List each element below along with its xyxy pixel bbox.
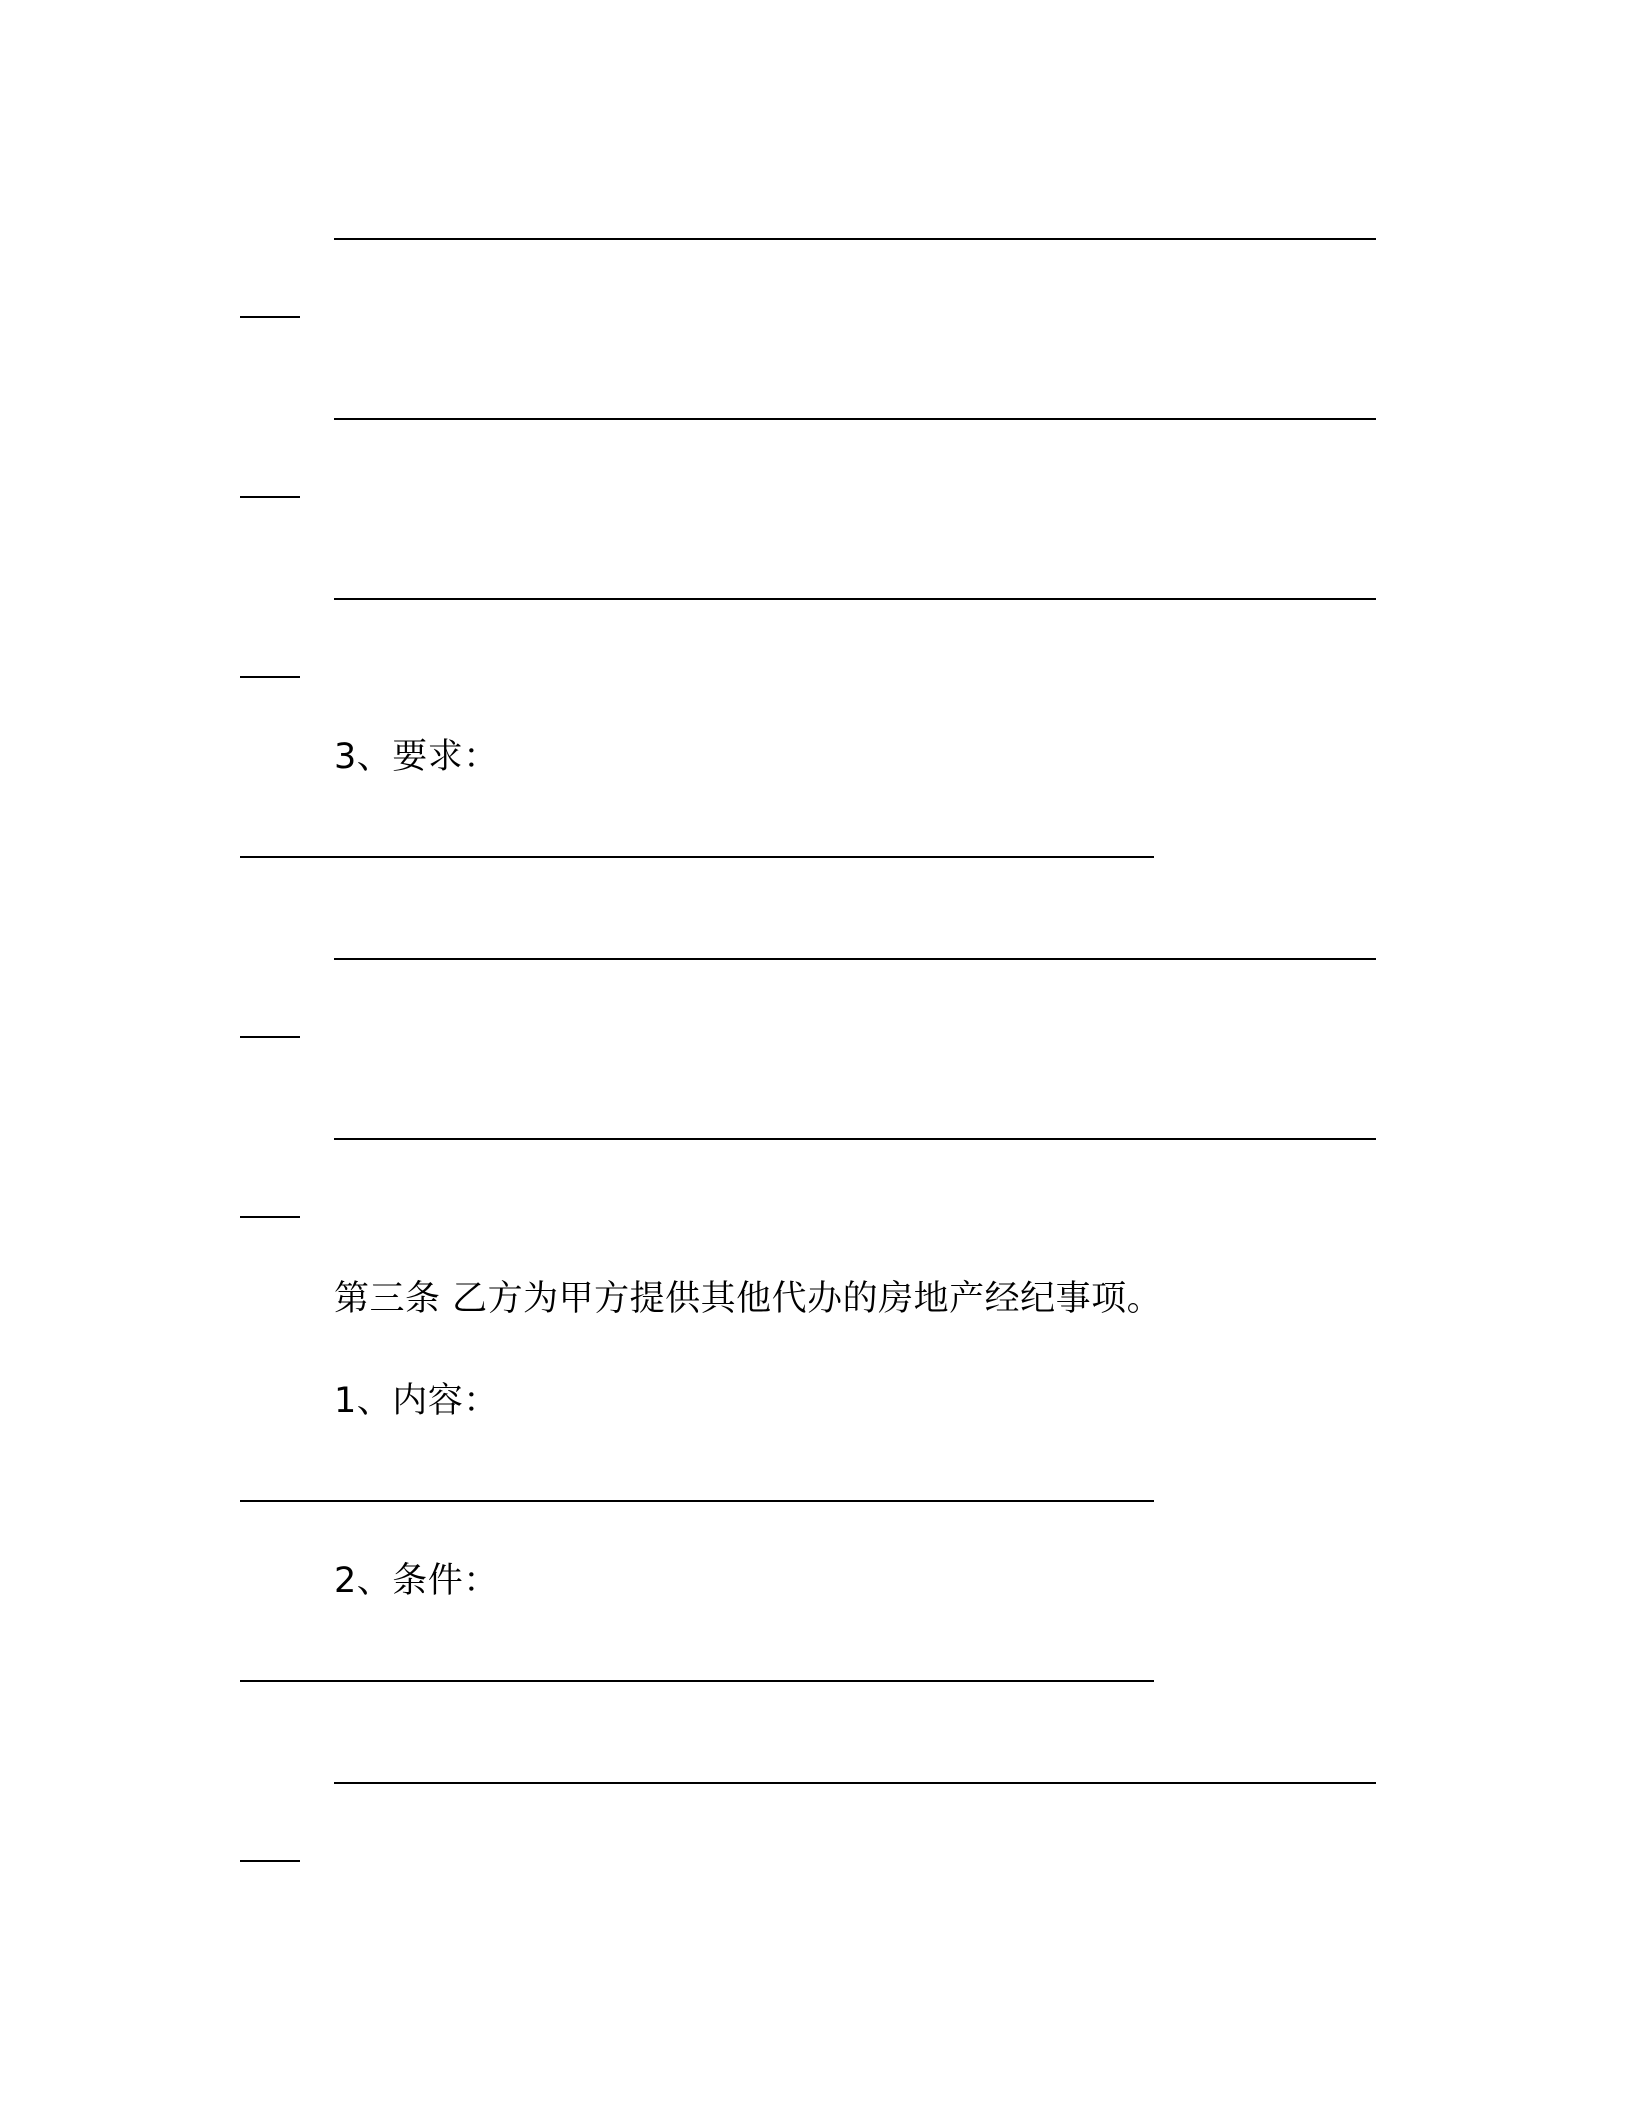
blank-line	[334, 1782, 1376, 1784]
blank-line	[334, 418, 1376, 420]
blank-line	[334, 238, 1376, 240]
clause-item-conditions: 2、条件：	[334, 1561, 499, 1601]
blank-line-short	[240, 1500, 1154, 1502]
blank-line-wrap	[240, 1216, 300, 1218]
blank-line-wrap	[240, 1036, 300, 1038]
blank-line-short	[240, 1680, 1154, 1682]
blank-line	[334, 1138, 1376, 1140]
blank-line-wrap	[240, 316, 300, 318]
blank-line-wrap	[240, 496, 300, 498]
clause-three-heading: 第三条 乙方为甲方提供其他代办的房地产经纪事项。	[334, 1279, 1163, 1319]
blank-line	[334, 598, 1376, 600]
blank-line-wrap	[240, 676, 300, 678]
clause-item-requirements: 3、要求：	[334, 737, 499, 777]
clause-item-content: 1、内容：	[334, 1381, 499, 1421]
blank-line	[334, 958, 1376, 960]
blank-line-short	[240, 856, 1154, 858]
blank-line-wrap	[240, 1860, 300, 1862]
